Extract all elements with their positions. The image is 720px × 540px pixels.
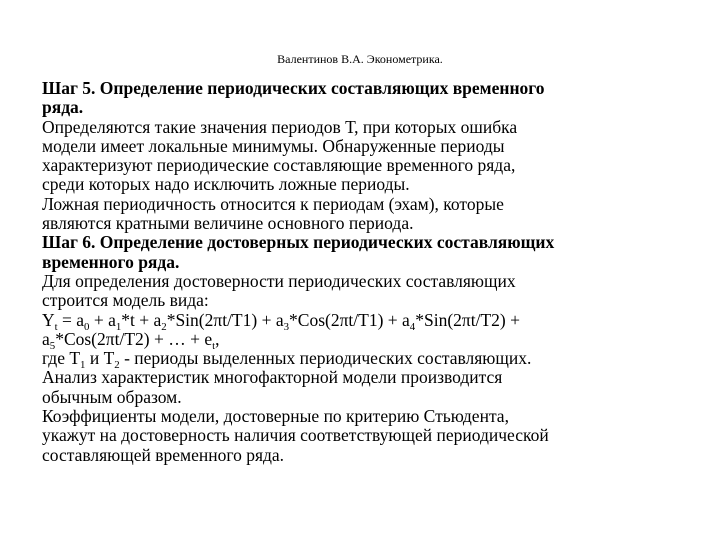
formula-text: *Cos(2πt/T2) + … + e [55, 328, 213, 349]
slide-body [42, 79, 702, 465]
formula-text: Y [42, 309, 55, 330]
page-header: Валентинов В.А. Эконометрика. [277, 52, 443, 66]
conclusion-line3: составляющей временного ряда. [42, 444, 285, 465]
conclusion-line1: Коэффициенты модели, достоверные по критерию Стьюдента, [42, 406, 509, 427]
step6-paragraph1-line1: Для определения достоверности периодических составляющих [42, 270, 516, 291]
where-text: - периоды выделенных периодических составляющих. [119, 348, 532, 369]
step6-title-line1: Шаг 6. Определение достоверных периодических составляющих [42, 232, 555, 253]
formula-line1 [42, 309, 702, 333]
step5-title-line2: ряда. [42, 97, 84, 118]
step5-title-line1: Шаг 5. Определение периодических составляющих временного [42, 78, 545, 98]
formula-subscript: 5 [49, 339, 56, 352]
formula-text: a [42, 328, 50, 349]
formula-subscript: 0 [84, 320, 90, 333]
formula-subscript: 2 [161, 320, 167, 333]
step5-paragraph1-line3: характеризуют периодические составляющие временного ряда, [42, 155, 516, 176]
formula-text: *t + a [121, 309, 162, 330]
where-line [42, 348, 702, 371]
step6-paragraph1-line2: строится модель вида: [42, 290, 209, 311]
formula-subscript: 4 [409, 320, 416, 333]
where-text: где Т [42, 348, 81, 369]
step5-paragraph2-line1: Ложная периодичность относится к периодам (эхам), которые [42, 193, 504, 214]
formula-text: + a [89, 309, 116, 330]
step5-paragraph1-line1: Определяются такие значения периодов Т, при которых ошибка [42, 116, 518, 137]
formula-subscript: 1 [115, 320, 122, 333]
conclusion-line2: укажут на достоверность наличия соответствующей периодической [42, 425, 549, 446]
analysis-line2: обычным образом. [42, 386, 182, 407]
formula-subscript: 3 [283, 320, 290, 333]
step6-title-line2: временного ряда. [42, 251, 180, 272]
step5-paragraph1-line4: среди которых надо исключить ложные периоды. [42, 174, 410, 195]
formula-text: , [215, 328, 220, 349]
formula-text: = a [57, 309, 85, 330]
formula-text: *Cos(2πt/T1) + a [289, 309, 410, 330]
where-subscript: 2 [114, 358, 120, 371]
where-subscript: 1 [80, 358, 86, 371]
where-text: и Т [85, 348, 115, 369]
formula-subscript: t [54, 320, 58, 333]
formula-text: *Sin(2πt/T1) + a [166, 309, 284, 330]
formula-line2 [42, 328, 702, 352]
formula-text: *Sin(2πt/T2) + [415, 309, 520, 330]
step5-paragraph2-line2: являются кратными величине основного периода. [42, 213, 414, 234]
step5-paragraph1-line2: модели имеет локальные минимумы. Обнаруженные периоды [42, 135, 505, 156]
formula-subscript: t [212, 339, 216, 352]
analysis-line1: Анализ характеристик многофакторной модели производится [42, 367, 503, 388]
